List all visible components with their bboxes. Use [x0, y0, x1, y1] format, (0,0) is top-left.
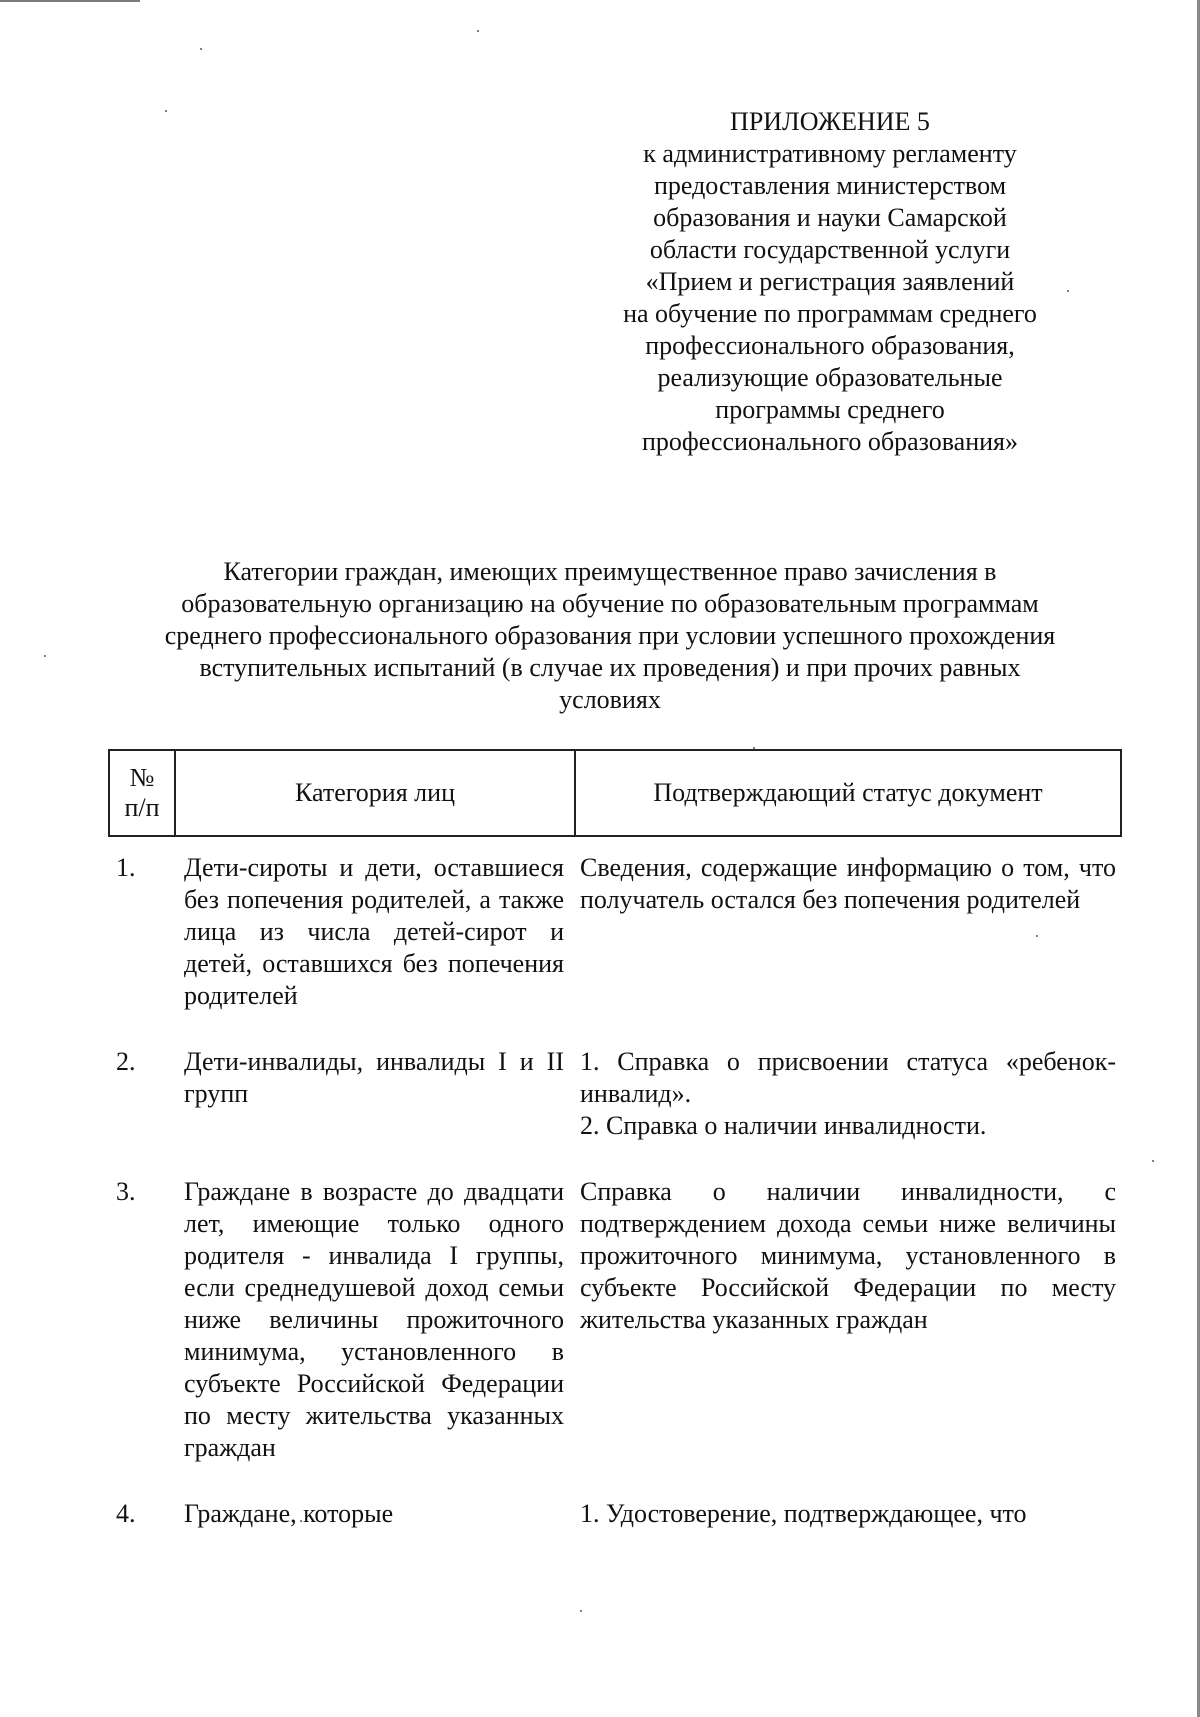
scan-speck [477, 30, 479, 32]
scan-speck [44, 655, 46, 657]
appendix-line: профессионального образования» [641, 427, 1019, 456]
heading-line: среднего профессионального образования при условии успешного прохождения [164, 621, 1056, 650]
row-document [574, 1498, 1122, 1530]
row-category: Граждане в возрасте до двадцати лет, имеющие только одного родителя - инвалида I группы, если среднедушевой доход семьи ниже величины прожиточного минимума, установленного в субъекте Российской Федерации по месту жительства указанных граждан [184, 1177, 564, 1462]
document-line: 1. Справка о присвоении статуса «ребенок-инвалид». [580, 1047, 1116, 1108]
header-document-cell: Подтверждающий статус документ [653, 778, 1043, 807]
appendix-line: на обучение по программам среднего [623, 299, 1037, 328]
row-number: 4. [116, 1499, 136, 1528]
appendix-line: реализующие образовательные [657, 363, 1003, 392]
heading-line: образовательную организацию на обучение по образовательным программам [181, 589, 1039, 618]
row-document [574, 1176, 1122, 1464]
scan-speck [165, 110, 167, 112]
header-number-abbr: п/п [124, 793, 160, 822]
document-line: Справка о наличии инвалидности, с подтверждением дохода семьи ниже величины прожиточного минимума, установленного в субъекте Российской Федерации по месту жительства указанных граждан [580, 1177, 1116, 1334]
row-number: 3. [116, 1177, 136, 1206]
appendix-line: профессионального образования, [645, 331, 1015, 360]
appendix-title: ПРИЛОЖЕНИЕ 5 [730, 107, 930, 136]
table-row [108, 1498, 1122, 1530]
table-body [108, 852, 1122, 1530]
row-document [574, 852, 1122, 1012]
header-category-cell: Категория лиц [176, 751, 576, 835]
scan-edge-top [0, 0, 140, 2]
table-header [108, 749, 1122, 837]
row-category: Граждане, которые [184, 1499, 394, 1528]
table-row [108, 1176, 1122, 1464]
row-category: Дети-инвалиды, инвалиды I и II групп [184, 1047, 564, 1108]
scan-speck [200, 48, 202, 50]
row-category: Дети-сироты и дети, оставшиеся без попечения родителей, а также лица из числа детей-сирот и детей, оставшихся без попечения родителей [184, 853, 564, 1010]
document-heading [110, 556, 1110, 716]
document-line: 2. Справка о наличии инвалидности. [580, 1111, 987, 1140]
table-row [108, 1046, 1122, 1142]
scan-speck [1067, 290, 1069, 292]
appendix-line: программы среднего [715, 395, 945, 424]
table-row [108, 852, 1122, 1012]
row-number: 2. [116, 1047, 136, 1076]
appendix-line: предоставления министерством [653, 171, 1007, 200]
scan-speck [1152, 1160, 1154, 1162]
header-number-symbol: № [129, 763, 155, 792]
document-line: 1. Удостоверение, подтверждающее, что [580, 1499, 1027, 1528]
appendix-line: области государственной услуги [649, 235, 1011, 264]
heading-line: условиях [559, 685, 661, 714]
row-number: 1. [116, 853, 136, 882]
scan-speck [580, 1610, 582, 1612]
appendix-line: «Прием и регистрация заявлений [645, 267, 1015, 296]
appendix-line: к административному регламенту [643, 139, 1017, 168]
heading-line: Категории граждан, имеющих преимущественное право зачисления в [223, 557, 997, 586]
document-line: Сведения, содержащие информацию о том, что получатель остался без попечения родителей [580, 853, 1116, 914]
row-document [574, 1046, 1122, 1142]
appendix-line: образования и науки Самарской [653, 203, 1007, 232]
appendix-block [600, 106, 1060, 458]
heading-line: вступительных испытаний (в случае их проведения) и при прочих равных [199, 653, 1021, 682]
header-number-cell [110, 751, 176, 835]
